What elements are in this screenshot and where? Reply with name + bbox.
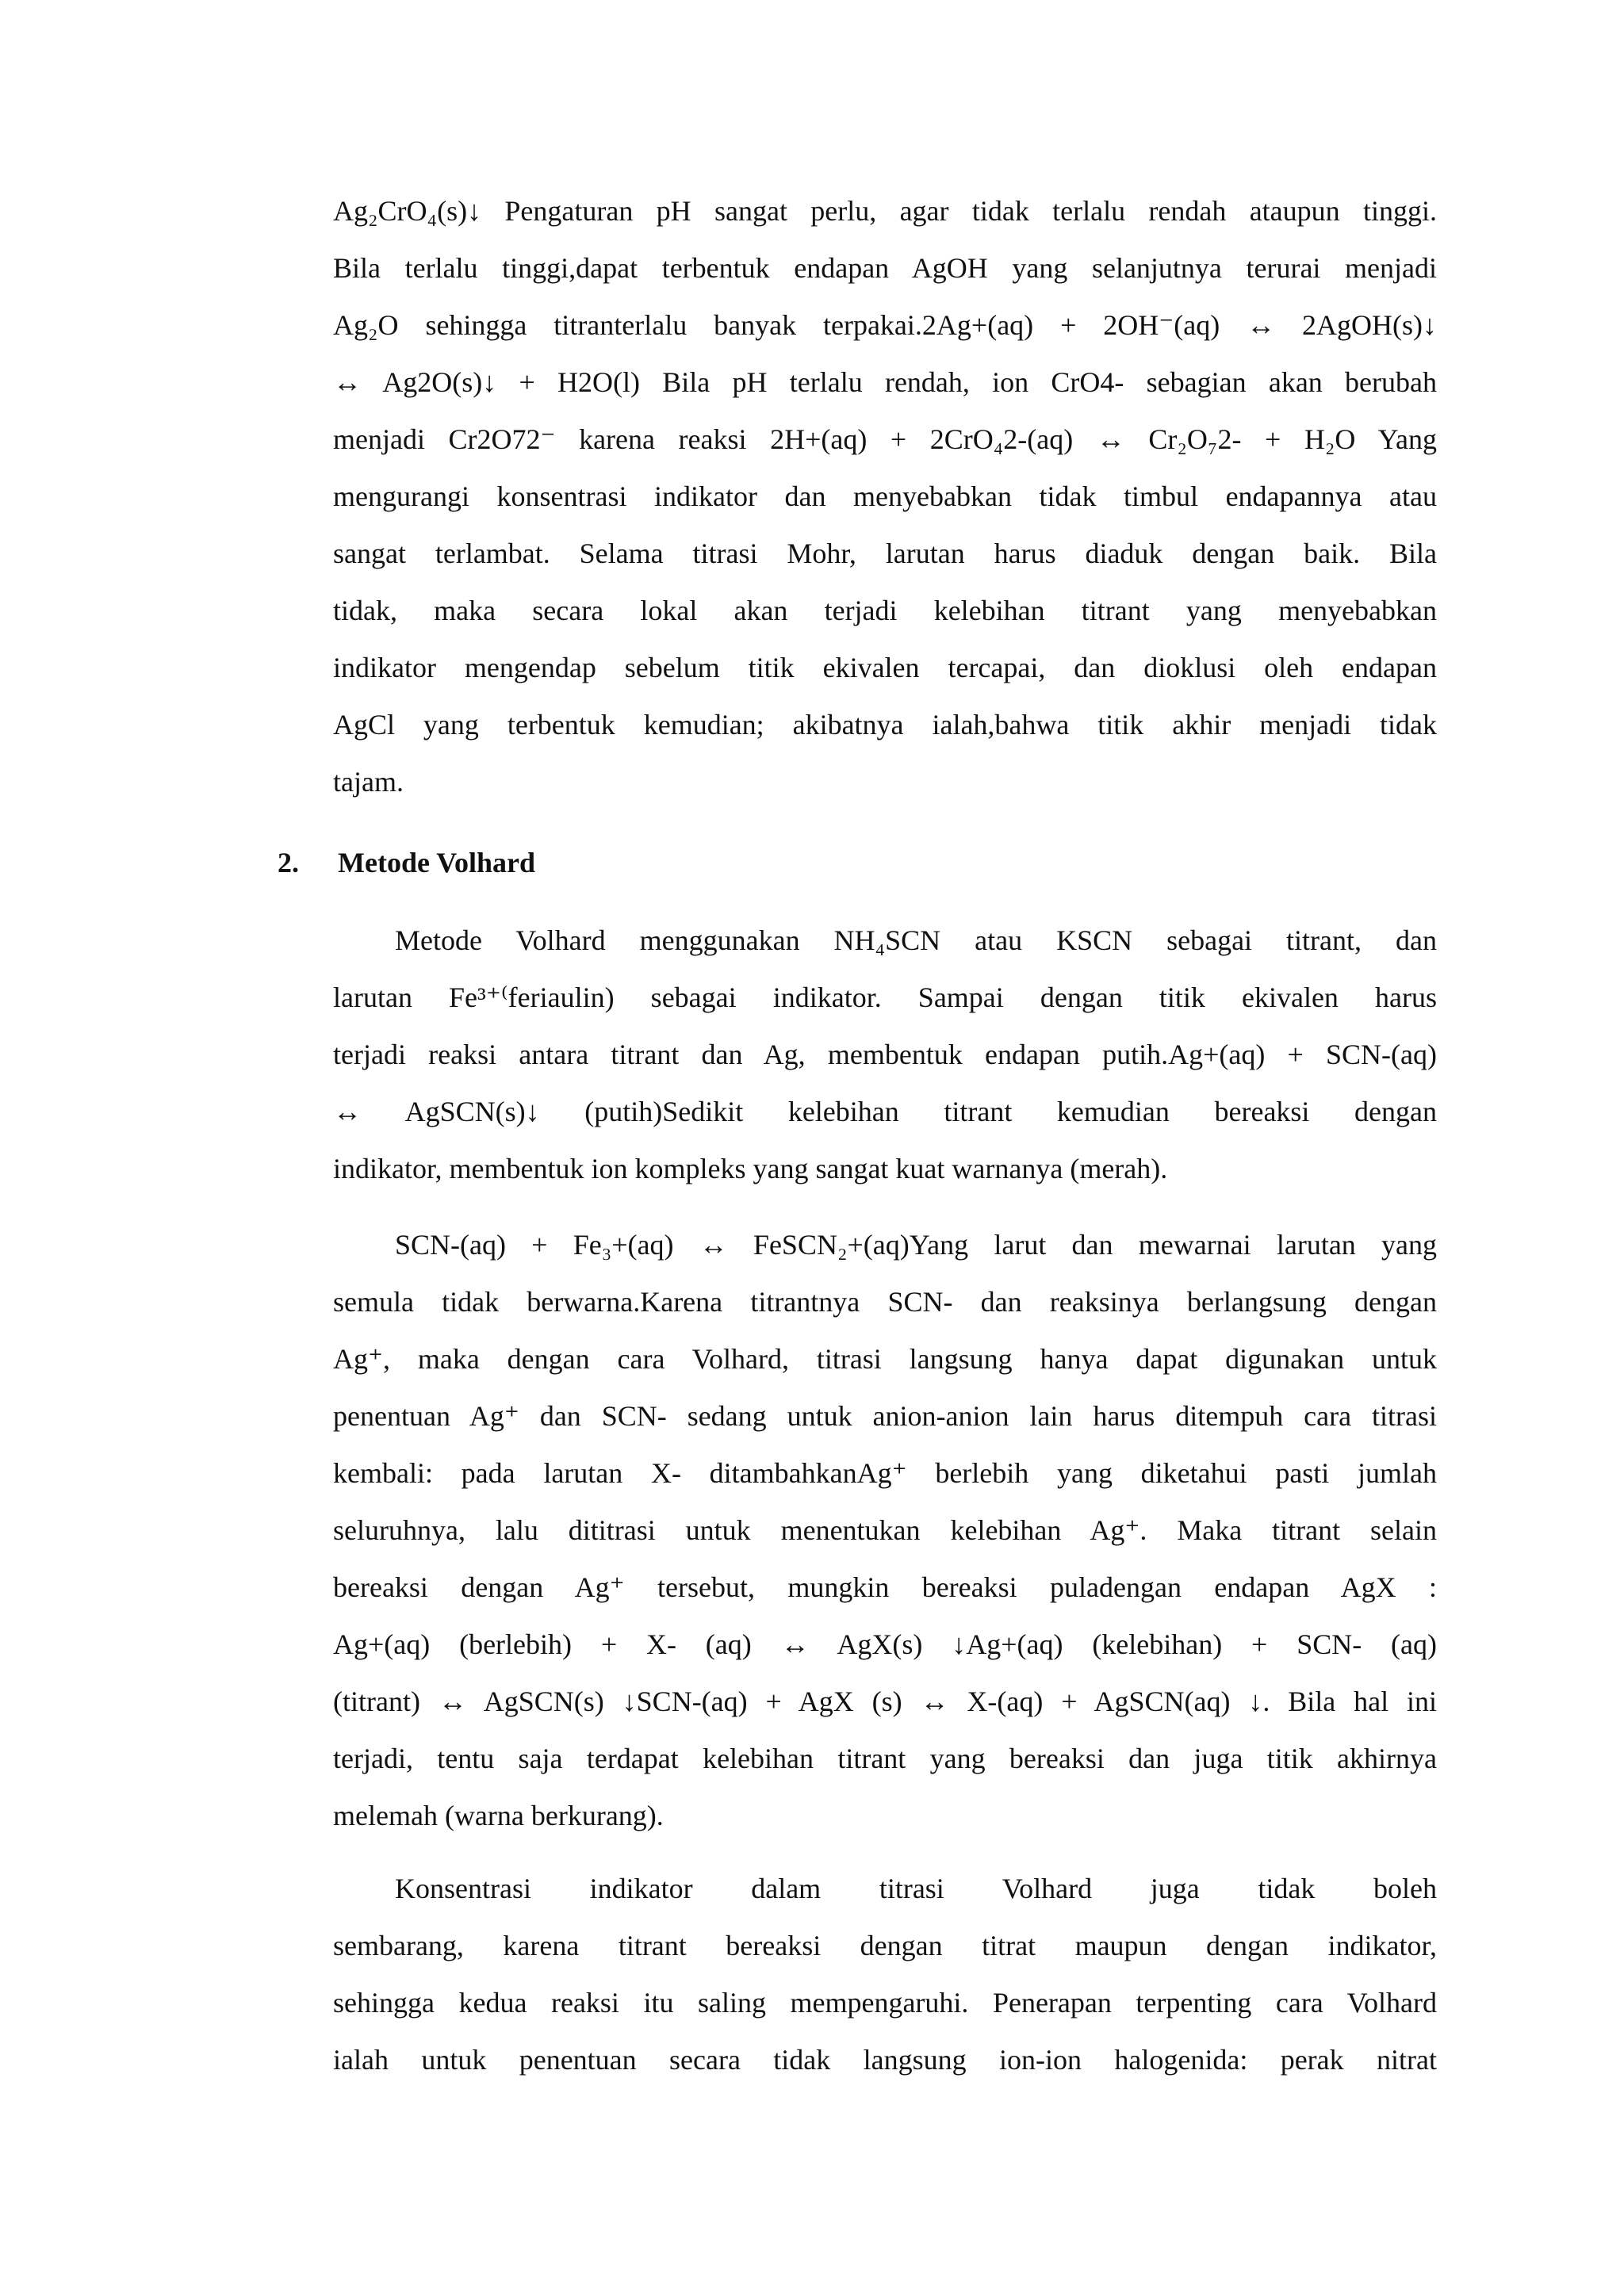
text-line: mengurangi konsentrasi indikator dan menyebabkan tidak timbul endapannya atau [333, 480, 1437, 512]
text-line: ialah untuk penentuan secara tidak langsung ion-ion halogenida: perak nitrat [333, 2044, 1437, 2076]
section-heading [278, 834, 535, 891]
text-line: AgCl yang terbentuk kemudian; akibatnya ialah,bahwa titik akhir menjadi tidak [333, 709, 1437, 740]
text-line: tidak, maka secara lokal akan terjadi kelebihan titrant yang menyebabkan [333, 595, 1437, 626]
text-line: menjadi Cr2O72⁻ karena reaksi 2H+(aq) + 2CrO₄2-(aq) ↔ Cr₂O₇2- + H₂O Yang [333, 423, 1437, 455]
text-line: Ag₂CrO₄(s)↓ Pengaturan pH sangat perlu, agar tidak terlalu rendah ataupun tinggi. [333, 195, 1437, 227]
text-line: melemah (warna berkurang). [333, 1800, 664, 1831]
text-line: ↔ AgSCN(s)↓ (putih)Sedikit kelebihan titrant kemudian bereaksi dengan [333, 1096, 1437, 1127]
text-line: ↔ Ag2O(s)↓ + H2O(l) Bila pH terlalu rendah, ion CrO4- sebagian akan berubah [333, 366, 1437, 398]
text-line: terjadi, tentu saja terdapat kelebihan titrant yang bereaksi dan juga titik akhirnya [333, 1743, 1437, 1774]
section-title: Metode Volhard [338, 847, 536, 878]
text-line: Bila terlalu tinggi,dapat terbentuk endapan AgOH yang selanjutnya terurai menjadi [333, 252, 1437, 284]
text-line: SCN-(aq) + Fe₃+(aq) ↔ FeSCN₂+(aq)Yang larut dan mewarnai larutan yang [395, 1229, 1437, 1261]
text-line: tajam. [333, 766, 404, 798]
text-line: Konsentrasi indikator dalam titrasi Volhard juga tidak boleh [395, 1873, 1437, 1904]
text-line: sehingga kedua reaksi itu saling mempengaruhi. Penerapan terpenting cara Volhard [333, 1987, 1437, 2019]
paragraph-volhard-intro [333, 912, 1437, 1197]
text-line: sembarang, karena titrant bereaksi dengan titrat maupun dengan indikator, [333, 1930, 1437, 1961]
text-line: bereaksi dengan Ag⁺ tersebut, mungkin bereaksi puladengan endapan AgX : [333, 1571, 1437, 1603]
text-line: indikator, membentuk ion kompleks yang sangat kuat warnanya (merah). [333, 1153, 1168, 1184]
text-line: semula tidak berwarna.Karena titrantnya SCN- dan reaksinya berlangsung dengan [333, 1286, 1437, 1318]
text-line: seluruhnya, lalu dititrasi untuk menentukan kelebihan Ag⁺. Maka titrant selain [333, 1514, 1437, 1546]
section-number: 2. [278, 847, 299, 878]
text-line: sangat terlambat. Selama titrasi Mohr, larutan harus diaduk dengan baik. Bila [333, 538, 1437, 569]
text-line: kembali: pada larutan X- ditambahkanAg⁺ berlebih yang diketahui pasti jumlah [333, 1457, 1437, 1489]
text-line: penentuan Ag⁺ dan SCN- sedang untuk anion-anion lain harus ditempuh cara titrasi [333, 1400, 1437, 1432]
text-line: Ag⁺, maka dengan cara Volhard, titrasi langsung hanya dapat digunakan untuk [333, 1343, 1437, 1375]
paragraph-volhard-reaction [333, 1216, 1437, 1844]
paragraph-volhard-indicator [333, 1860, 1437, 2088]
text-line: Metode Volhard menggunakan NH₄SCN atau KSCN sebagai titrant, dan [395, 924, 1437, 956]
text-line: terjadi reaksi antara titrant dan Ag, membentuk endapan putih.Ag+(aq) + SCN-(aq) [333, 1039, 1437, 1070]
text-line: larutan Fe³⁺⁽feriaulin) sebagai indikator. Sampai dengan titik ekivalen harus [333, 982, 1437, 1013]
text-line: Ag₂O sehingga titranterlalu banyak terpakai.2Ag+(aq) + 2OH⁻(aq) ↔ 2AgOH(s)↓ [333, 309, 1437, 341]
text-line: (titrant) ↔ AgSCN(s) ↓SCN-(aq) + AgX (s) ↔ X-(aq) + AgSCN(aq) ↓. Bila hal ini [333, 1686, 1437, 1717]
text-line: Ag+(aq) (berlebih) + X- (aq) ↔ AgX(s) ↓Ag+(aq) (kelebihan) + SCN- (aq) [333, 1628, 1437, 1660]
text-line: indikator mengendap sebelum titik ekivalen tercapai, dan dioklusi oleh endapan [333, 652, 1437, 683]
paragraph-mohr-continuation [333, 182, 1437, 810]
